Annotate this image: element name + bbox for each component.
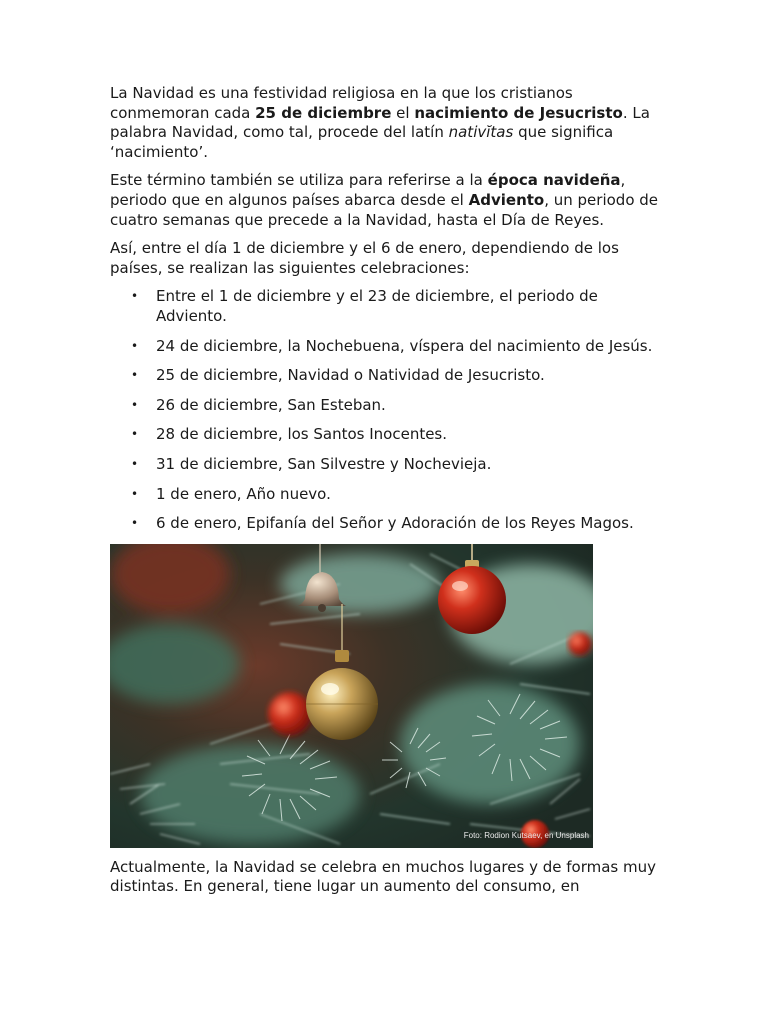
text: La Navidad es una festividad religiosa en la que los cristianos conmemoran cada	[110, 84, 573, 122]
list-item	[131, 366, 660, 386]
bullet-icon: •	[131, 516, 139, 531]
list-item-text: 25 de diciembre, Navidad o Natividad de Jesucristo.	[156, 366, 545, 385]
list-item-text: Entre el 1 de diciembre y el 23 de diciembre, el periodo de Adviento.	[156, 287, 598, 325]
text: Este término también se utiliza para referirse a la	[110, 171, 488, 190]
text: el	[391, 103, 415, 122]
text: . La palabra Navidad, como tal, procede del latín	[110, 103, 650, 142]
list-item	[131, 287, 660, 326]
bullet-icon: •	[131, 289, 139, 304]
list-item	[131, 425, 660, 445]
bullet-icon: •	[131, 427, 139, 442]
paragraph-actualmente	[110, 858, 660, 897]
text: Actualmente, la Navidad se celebra en muchos lugares y de formas muy distintas. En general, tiene lugar un aumento del consumo, en	[110, 857, 656, 896]
list-item-text: 1 de enero, Año nuevo.	[156, 484, 331, 503]
paragraph-epoca	[110, 171, 660, 230]
italic-text: nativĭtas	[448, 123, 514, 142]
list-item	[131, 484, 660, 505]
text: que significa ‘nacimiento’.	[110, 123, 614, 161]
photo-credit: Foto: Rodion Kutsaev, en Unsplash	[463, 831, 589, 841]
paragraph-intro	[110, 84, 660, 162]
bold-text: nacimiento de Jesucristo	[414, 103, 623, 122]
christmas-tree-photo	[110, 544, 593, 848]
document-page	[110, 84, 660, 906]
bullet-icon: •	[131, 397, 139, 412]
bullet-icon: •	[131, 456, 139, 471]
text: , periodo que en algunos países abarca desde el	[110, 171, 626, 209]
bold-text: 25 de diciembre	[255, 103, 392, 122]
list-item-text: 24 de diciembre, la Nochebuena, víspera del nacimiento de Jesús.	[156, 336, 653, 355]
list-item	[131, 336, 660, 357]
bullet-icon: •	[131, 368, 139, 383]
list-item-text: 31 de diciembre, San Silvestre y Nochevieja.	[156, 454, 492, 473]
celebrations-list	[110, 287, 660, 533]
christmas-ornaments-illustration	[110, 544, 593, 848]
bullet-icon: •	[131, 486, 139, 501]
list-item	[131, 395, 660, 416]
list-item	[131, 514, 660, 534]
list-item-text: 26 de diciembre, San Esteban.	[156, 395, 386, 414]
text: Así, entre el día 1 de diciembre y el 6 de enero, dependiendo de los países, se realizan las siguientes celebraciones:	[110, 239, 619, 277]
text: , un periodo de cuatro semanas que precede a la Navidad, hasta el Día de Reyes.	[110, 190, 659, 229]
list-item-text: 6 de enero, Epifanía del Señor y Adoración de los Reyes Magos.	[156, 514, 634, 533]
bold-text: Adviento	[468, 190, 545, 209]
paragraph-celebraciones	[110, 239, 660, 278]
list-item-text: 28 de diciembre, los Santos Inocentes.	[156, 425, 448, 444]
list-item	[131, 454, 660, 475]
bullet-icon: •	[131, 338, 139, 353]
bold-text: época navideña	[487, 171, 621, 190]
